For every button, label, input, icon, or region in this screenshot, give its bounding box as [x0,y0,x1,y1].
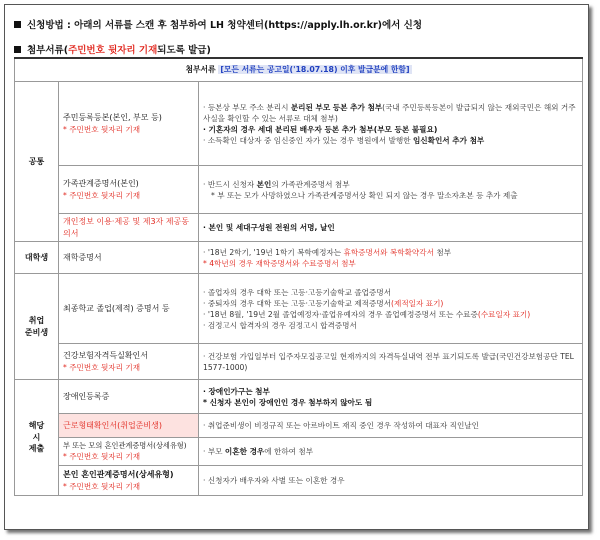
doc-disability-card: 장애인등록증 [59,380,199,414]
desc-employment-type: · 취업준비생이 비정규직 또는 아르바이트 재직 중인 경우 작성하여 대표자 직인날인 [199,414,583,438]
doc-privacy-consent: 개인정보 이용·제공 및 제3자 제공동의서 [59,214,199,242]
category-if-applicable: 해당 시 제출 [15,380,59,496]
attachments-heading: 첨부서류(주민번호 뒷자리 기재되도록 발급) [14,42,211,56]
desc-family-relation: · 반드시 신청자 본인의 가족관계증명서 첨부 * 부 또는 모가 사망하였으나 가족관계증명서상 확인 되지 않는 경우 말소자초본 등 추가 제출 [199,166,583,214]
desc-parent-marriage: · 부모 이혼한 경우에 한하여 첨부 [199,438,583,466]
doc-family-relation: 가족관계증명서(본인) * 주민번호 뒷자리 기재 [59,166,199,214]
resident-number-note: 주민번호 뒷자리 기재 [68,45,158,56]
table-title: 첨부서류 [모든 서류는 공고일('18.07.18) 이후 발급분에 한함] [15,58,583,82]
category-college: 대학생 [15,242,59,274]
doc-parent-marriage: 부 또는 모의 혼인관계증명서(상세유형) * 주민번호 뒷자리 기재 [59,438,199,466]
square-bullet-icon [14,21,21,28]
square-bullet-icon [14,46,21,53]
category-job-seeker: 취업 준비생 [15,274,59,380]
issue-date-notice: [모든 서류는 공고일('18.07.18) 이후 발급분에 한함] [220,65,410,75]
desc-self-marriage: · 신청자가 배우자와 사별 또는 이혼한 경우 [199,466,583,496]
attachments-table [14,57,583,496]
doc-employment-type: 근로형태확인서(취업준비생) [59,414,199,438]
desc-resident-register: · 등본상 부모 주소 분리시 분리된 부모 등본 추가 첨부(국내 주민등록등본이 발급되지 않는 재외국민은 해외 거주 사실을 확인할 수 있는 서류로 대체 첨부) · 기혼자의 경우 세대 분리된 배우자 등본 추가 첨부(부모 등본 불필요) · 소득확인 대상자 중 임신중인 자가 있는 경우 병원에서 발행한 임신확인서 추가 첨부 [199,82,583,166]
desc-graduation: · 졸업자의 경우 대학 또는 고등·고등기술학교 졸업증명서 · 중퇴자의 경우 대학 또는 고등·고등기술학교 제적증명서(제적일자 표기) · '18년 8월, '19년 2월 졸업예정자·졸업유예자의 경우 졸업예정증명서 또는 수료증(수료일자 표기) · 검정고시 합격자의 경우 검정고시 합격증명서 [199,274,583,344]
doc-health-insurance: 건강보험자격득실확인서 * 주민번호 뒷자리 기재 [59,344,199,380]
category-common: 공통 [15,82,59,242]
doc-graduation: 최종학교 졸업(제적) 증명서 등 [59,274,199,344]
application-method-text: 신청방법 : 아래의 서류를 스캔 후 첨부하여 LH 청약센터(https://apply.lh.or.kr)에서 신청 [27,20,423,31]
doc-resident-register: 주민등록등본(본인, 부모 등) * 주민번호 뒷자리 기재 [59,82,199,166]
doc-self-marriage: 본인 혼인관계증명서(상세유형) * 주민번호 뒷자리 기재 [59,466,199,496]
desc-privacy-consent: · 본인 및 세대구성원 전원의 서명, 날인 [199,214,583,242]
desc-health-insurance: · 건강보험 가입일부터 입주자모집공고일 현재까지의 자격득실내역 전부 표기되도록 발급(국민건강보험공단 TEL 1577-1000) [199,344,583,380]
doc-enrollment: 재학증명서 [59,242,199,274]
desc-enrollment: · '18년 2학기, '19년 1학기 복학예정자는 휴학증명서와 복학확약각서 첨부 * 4학년의 경우 재학증명서와 수료증명서 첨부 [199,242,583,274]
application-method-line [14,17,422,31]
desc-disability-card: · 장애인가구는 첨부 * 신청자 본인이 장애인인 경우 첨부하지 않아도 됨 [199,380,583,414]
